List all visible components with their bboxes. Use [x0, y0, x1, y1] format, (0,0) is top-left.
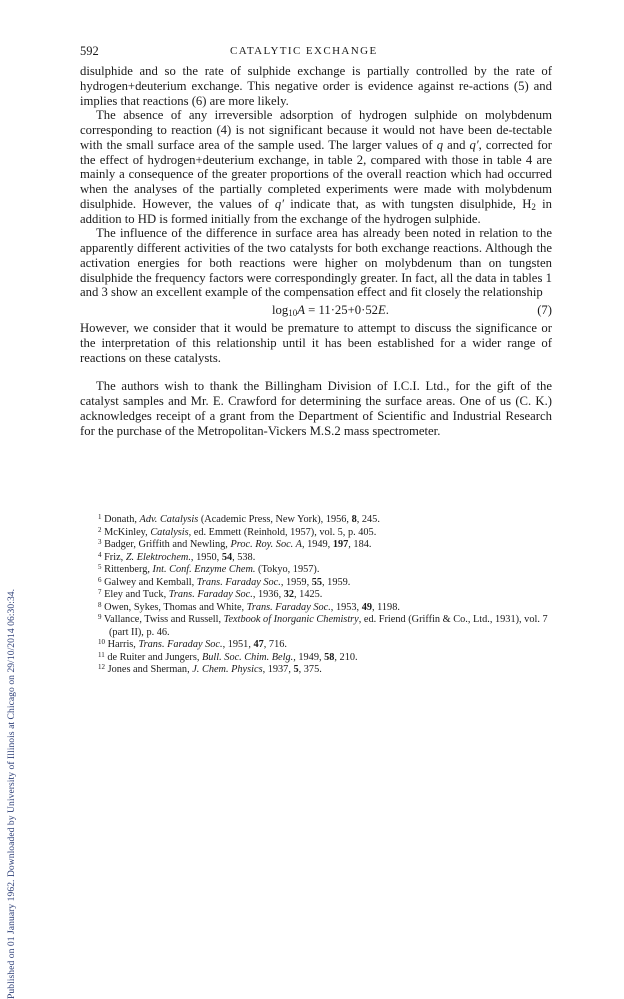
reference-details: , ed. Friend (Griffin & Co., Ltd., 1931), vol. 7 (part II), p. 46.	[109, 614, 548, 638]
reference-authors: Jones and Sherman,	[105, 664, 193, 675]
reference-details: , 1949,	[301, 539, 333, 550]
equation-number: (7)	[537, 303, 552, 317]
paragraph-4: However, we consider that it would be premature to attempt to discuss the significance or the interpretation of this relationship until it has been established for a wider range of reactions on these catalysts.	[80, 321, 552, 365]
reference-number: 7	[98, 588, 102, 596]
subscript: 2	[531, 201, 536, 212]
reference-number: 6	[98, 575, 102, 584]
reference-authors: Friz,	[101, 551, 126, 563]
page-header	[80, 44, 550, 60]
reference-authors: Badger, Griffith and Newling,	[101, 539, 231, 550]
reference-item	[98, 652, 552, 665]
reference-authors: Owen, Sykes, Thomas and White,	[101, 601, 247, 613]
body-text	[80, 64, 552, 438]
reference-volume: 32	[283, 589, 295, 600]
reference-details: , 1953,	[330, 601, 362, 613]
reference-details: , 1959,	[280, 576, 312, 588]
reference-source: Proc. Roy. Soc. A	[230, 539, 302, 550]
reference-authors: Rittenberg,	[101, 564, 153, 575]
reference-source: Trans. Faraday Soc.	[246, 601, 331, 613]
reference-number: 9	[98, 613, 102, 621]
reference-source: Int. Conf. Enzyme Chem.	[152, 564, 256, 575]
reference-number: 12	[98, 663, 105, 671]
download-provenance-note	[6, 130, 20, 999]
reference-source: Catalysis	[150, 526, 189, 538]
reference-authors: Galwey and Kemball,	[101, 576, 197, 588]
reference-number: 5	[98, 563, 102, 571]
reference-source: J. Chem. Physics	[192, 664, 263, 675]
reference-source: Trans. Faraday Soc.	[138, 639, 223, 650]
reference-number: 8	[98, 600, 102, 609]
reference-details: (Academic Press, New York), 1956,	[198, 514, 352, 525]
reference-source: Trans. Faraday Soc.	[168, 589, 253, 600]
reference-pages: , 716.	[263, 639, 287, 650]
reference-number: 10	[98, 638, 105, 646]
reference-item	[98, 614, 552, 639]
reference-source: Textbook of Inorganic Chemistry	[223, 614, 359, 625]
reference-authors: McKinley,	[101, 526, 151, 538]
symbol-q: q	[436, 137, 444, 152]
reference-pages: , 1425.	[294, 589, 323, 600]
page-number: 592	[80, 44, 99, 58]
symbol-q-prime: q′	[274, 196, 285, 211]
reference-list	[98, 514, 552, 677]
reference-volume: 54	[221, 551, 233, 563]
reference-authors: Donath,	[101, 514, 140, 525]
reference-item	[98, 514, 552, 527]
running-title: CATALYTIC EXCHANGE	[230, 45, 378, 57]
reference-volume: 47	[253, 639, 264, 650]
reference-authors: Eley and Tuck,	[101, 589, 169, 600]
reference-details: , 1937,	[262, 664, 294, 675]
provenance-text: Published on 01 January 1962. Downloaded by University of Illinois at Chicago on 29/10/2014 06:30:34.	[6, 588, 17, 999]
reference-pages: , 1959.	[322, 576, 351, 588]
reference-item	[98, 539, 552, 552]
reference-volume: 5	[293, 664, 299, 675]
reference-authors: de Ruiter and Jungers,	[104, 651, 202, 663]
reference-details: , ed. Emmett (Reinhold, 1957), vol. 5, p. 405.	[188, 526, 377, 538]
reference-volume: 58	[324, 651, 335, 663]
equation-7	[80, 300, 552, 321]
reference-number: 1	[98, 513, 102, 521]
reference-details: , 1951,	[222, 639, 254, 650]
reference-pages: , 1198.	[371, 601, 400, 613]
symbol-q-prime: q′	[469, 137, 479, 152]
paragraph-3: The influence of the difference in surface area has already been noted in relation to the apparently different activities of the two catalysts for both exchange reactions. Although the activation energies for both reactions were higher on molybdenum than on tungsten disulphide the frequency factors were correspondingly greater. In fact, all the data in tables 1 and 3 show an excellent example of the compensation effect and fit closely the relationship	[80, 226, 552, 300]
reference-pages: , 210.	[334, 651, 358, 663]
reference-volume: 197	[332, 539, 349, 550]
reference-volume: 49	[361, 601, 372, 613]
acknowledgements: The authors wish to thank the Billingham Division of I.C.I. Ltd., for the gift of the catalyst samples and Mr. E. Crawford for determining the surface areas. One of us (C. K.) acknowledges receipt of a grant from the Department of Scientific and Industrial Research for the purchase of the Metropolitan-Vickers M.S.2 mass spectrometer.	[80, 379, 552, 438]
reference-number: 11	[98, 650, 105, 659]
reference-source: Adv. Catalysis	[139, 514, 199, 525]
reference-item	[98, 552, 552, 565]
paragraph-2: The absence of any irreversible adsorption of hydrogen sulphide on molybdenum corresponding to reaction (4) is not significant because it would not have been de-tectable with the small surface area of the sample used. The larger values of q and q′, corrected for the effect of hydrogen+deuterium exchange, in table 2, compared with those in table 4 are mainly a consequence of the greater proportions of the overall reaction which had occurred when the analyses of the partially completed experiments were made with molybdenum disulphide. However, the values of q′ indicate that, as with tungsten disulphide, $H_2$ in addition to HD is formed initially from the exchange of the hydrogen sulphide.	[80, 108, 553, 226]
reference-details: , 1950,	[190, 551, 222, 563]
reference-item	[98, 589, 552, 602]
reference-details: (Tokyo, 1957).	[255, 564, 320, 575]
reference-pages: , 245.	[356, 514, 380, 525]
reference-pages: , 375.	[298, 664, 322, 675]
reference-volume: 8	[351, 514, 357, 525]
reference-item	[98, 602, 552, 615]
reference-item	[98, 577, 552, 590]
reference-source: Bull. Soc. Chim. Belg.	[201, 651, 294, 663]
reference-number: 2	[98, 525, 102, 534]
reference-item	[98, 564, 552, 577]
reference-item	[98, 664, 552, 677]
reference-details: , 1936,	[252, 589, 284, 600]
reference-source: Z. Elektrochem.	[125, 551, 191, 563]
reference-pages: , 538.	[232, 551, 256, 563]
reference-authors: Vallance, Twiss and Russell,	[101, 614, 224, 625]
reference-volume: 55	[311, 576, 323, 588]
reference-pages: , 184.	[348, 539, 372, 550]
paragraph-1: disulphide and so the rate of sulphide exchange is partially controlled by the rate of hydrogen+deuterium exchange. This negative order is evidence against re-actions (5) and implies that reactions (6) are more likely.	[80, 64, 552, 108]
equation-expression: $\log_{10}A = 11\cdot 25+0\cdot 52E$.	[272, 303, 389, 318]
reference-item	[98, 527, 552, 540]
reference-number: 3	[98, 538, 102, 546]
reference-details: , 1949,	[293, 651, 325, 663]
reference-number: 4	[98, 550, 102, 559]
reference-source: Trans. Faraday Soc.	[196, 576, 281, 588]
reference-authors: Harris,	[105, 639, 139, 650]
reference-item	[98, 639, 552, 652]
